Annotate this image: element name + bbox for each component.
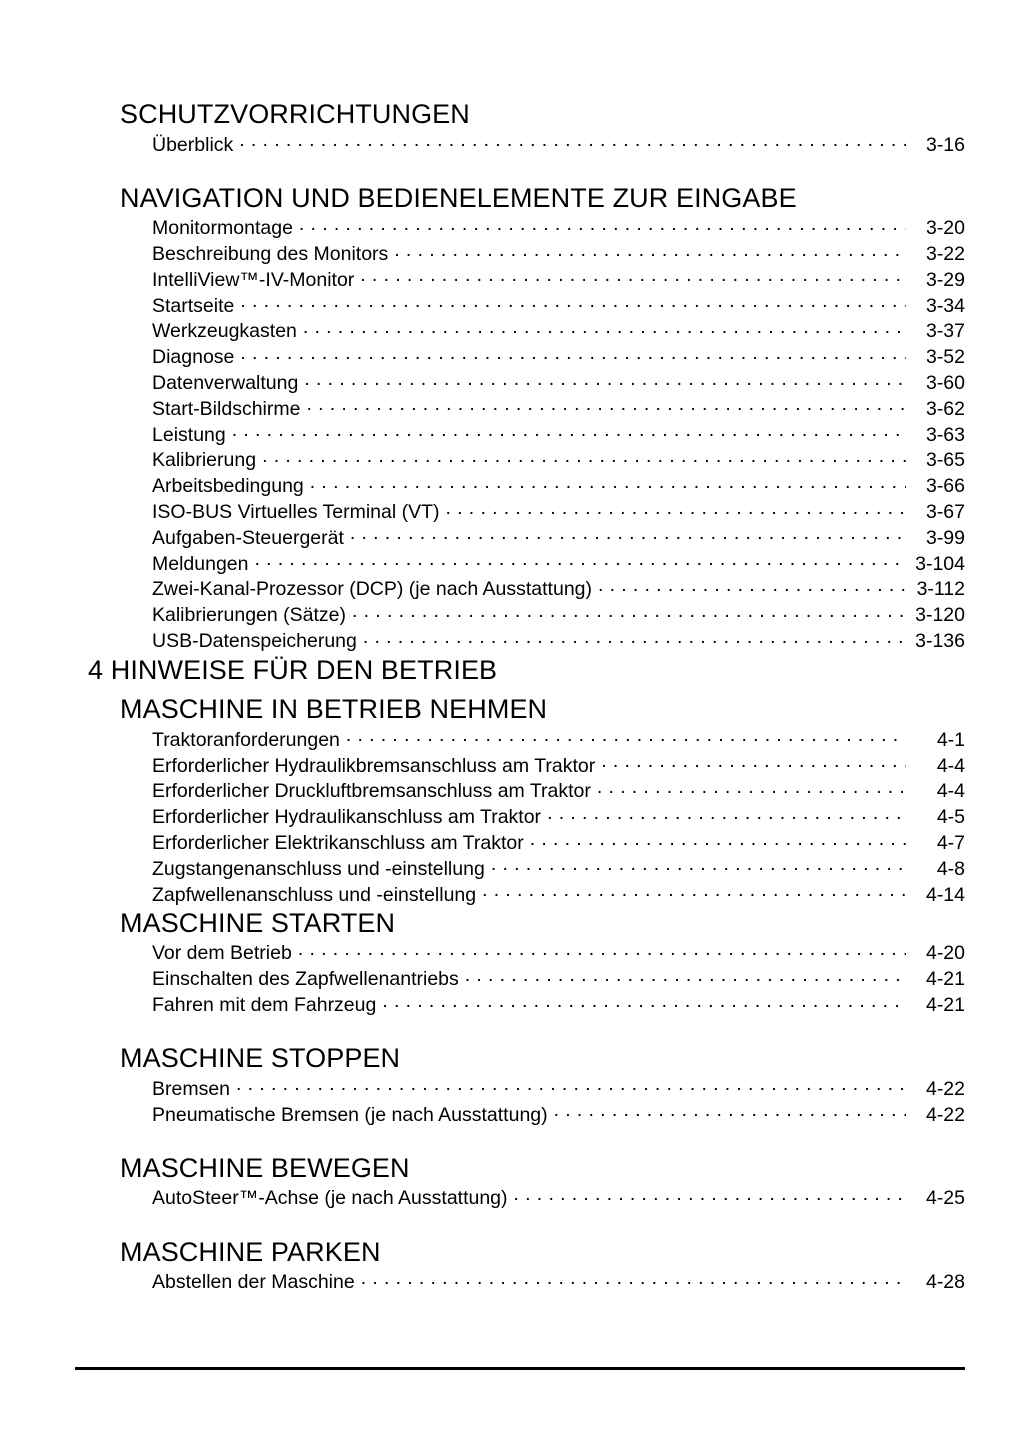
toc-entry-label: AutoSteer™-Achse (je nach Ausstattung) <box>152 1187 508 1210</box>
toc-entry-label: Fahren mit dem Fahrzeug <box>152 994 377 1017</box>
toc-entry[interactable] <box>0 1269 1024 1295</box>
toc-entry[interactable] <box>0 726 1024 752</box>
toc-entry-label: Erforderlicher Hydraulikanschluss am Traktor <box>152 806 542 829</box>
section-title[interactable]: MASCHINE IN BETRIEB NEHMEN <box>120 694 548 725</box>
dot-leader <box>514 1185 906 1205</box>
toc-entry-label: Zapfwellenanschluss und -einstellung <box>152 883 477 906</box>
toc-entry-label: IntelliView™-IV-Monitor <box>152 268 355 291</box>
toc-entry-list <box>0 1075 1024 1127</box>
dot-leader <box>465 966 906 986</box>
section-title[interactable]: MASCHINE BEWEGEN <box>120 1152 410 1183</box>
toc-entry[interactable] <box>0 602 1024 628</box>
toc-entry-page-number: 3-112 <box>916 578 965 601</box>
toc-entry[interactable] <box>0 966 1024 992</box>
toc-entry-label: Überblick <box>152 133 234 156</box>
dot-leader <box>530 830 906 850</box>
toc-entry-list <box>0 215 1024 654</box>
toc-entry-page-number: 4-22 <box>925 1077 965 1100</box>
dot-leader <box>232 421 906 441</box>
toc-entry[interactable] <box>0 344 1024 370</box>
toc-entry[interactable] <box>0 395 1024 421</box>
dot-leader <box>346 726 906 746</box>
toc-entry[interactable] <box>0 447 1024 473</box>
toc-entry-page-number: 4-4 <box>936 754 965 777</box>
toc-entry-page-number: 3-63 <box>925 423 965 446</box>
toc-entry-label: Zugstangenanschluss und -einstellung <box>152 857 485 880</box>
toc-entry[interactable] <box>0 804 1024 830</box>
section-block <box>0 182 1024 654</box>
toc-entry-label: Bremsen <box>152 1077 231 1100</box>
toc-entry-page-number: 3-136 <box>915 630 965 653</box>
toc-entry[interactable] <box>0 550 1024 576</box>
toc-entry-label: Traktoranforderungen <box>152 728 340 751</box>
toc-entry-label: Monitormontage <box>152 217 293 240</box>
dot-leader <box>236 1075 906 1095</box>
toc-entry[interactable] <box>0 576 1024 602</box>
toc-entry-page-number: 3-66 <box>925 475 965 498</box>
dot-leader <box>239 131 906 151</box>
toc-entry-page-number: 3-29 <box>925 268 965 291</box>
toc-entry[interactable] <box>0 830 1024 856</box>
toc-entry-page-number: 4-4 <box>936 780 965 803</box>
toc-entry-page-number: 4-1 <box>936 728 965 751</box>
toc-entry-label: Erforderlicher Druckluftbremsanschluss am Traktor <box>152 780 591 803</box>
toc-entry-label: Kalibrierungen (Sätze) <box>152 604 347 627</box>
toc-entry-page-number: 4-8 <box>936 857 965 880</box>
toc-entry-page-number: 3-99 <box>925 526 965 549</box>
dot-leader <box>240 292 906 312</box>
toc-entry-label: USB-Datenspeicherung <box>152 630 357 653</box>
toc-entry-page-number: 3-67 <box>925 501 965 524</box>
dot-leader <box>363 628 906 648</box>
dot-leader <box>306 395 906 415</box>
section-block <box>0 98 1024 157</box>
dot-leader <box>597 778 906 798</box>
toc-entry-label: Beschreibung des Monitors <box>152 243 389 266</box>
toc-entry-list <box>0 1269 1024 1295</box>
toc-entry-page-number: 3-120 <box>915 604 965 627</box>
section-title[interactable]: SCHUTZVORRICHTUNGEN <box>120 99 470 129</box>
toc-entry[interactable] <box>0 1075 1024 1101</box>
toc-entry-page-number: 4-21 <box>925 968 965 991</box>
toc-entry[interactable] <box>0 628 1024 654</box>
dot-leader <box>360 266 906 286</box>
toc-entry[interactable] <box>0 318 1024 344</box>
dot-leader <box>598 576 906 596</box>
toc-entry-page-number: 3-34 <box>925 294 965 317</box>
toc-entry-page-number: 3-104 <box>915 552 965 575</box>
toc-entry-label: Erforderlicher Elektrikanschluss am Traktor <box>152 832 524 855</box>
toc-entry-page-number: 4-14 <box>925 883 965 906</box>
toc-entry-label: ISO-BUS Virtuelles Terminal (VT) <box>152 501 440 524</box>
toc-entry-page-number: 3-60 <box>925 372 965 395</box>
toc-entry-label: Einschalten des Zapfwellenantriebs <box>152 968 459 991</box>
toc-entry-page-number: 3-22 <box>925 243 965 266</box>
toc-entry[interactable] <box>0 421 1024 447</box>
footer-rule <box>75 1367 965 1370</box>
toc-entry-label: Aufgaben-Steuergerät <box>152 526 344 549</box>
toc-entry[interactable] <box>0 855 1024 881</box>
toc-entry[interactable] <box>0 992 1024 1018</box>
toc-entry-list <box>0 1185 1024 1211</box>
section-block <box>0 1042 1024 1127</box>
toc-entry-page-number: 3-16 <box>925 133 965 156</box>
dot-leader <box>304 370 906 390</box>
chapter-title[interactable]: 4 HINWEISE FÜR DEN BETRIEB <box>88 655 498 686</box>
dot-leader <box>491 855 906 875</box>
toc-entry[interactable] <box>0 215 1024 241</box>
dot-leader <box>601 752 906 772</box>
section-title[interactable]: MASCHINE STARTEN <box>120 907 396 938</box>
toc-entry-page-number: 4-25 <box>925 1187 965 1210</box>
toc-entry-label: Erforderlicher Hydraulikbremsanschluss am Traktor <box>152 754 596 777</box>
toc-entry[interactable] <box>0 778 1024 804</box>
dot-leader <box>361 1269 906 1289</box>
toc-entry-label: Diagnose <box>152 346 235 369</box>
toc-entry-page-number: 4-22 <box>925 1103 965 1126</box>
dot-leader <box>554 1101 906 1121</box>
toc-entry-list <box>0 940 1024 1017</box>
dot-leader <box>382 992 906 1012</box>
toc-entry[interactable] <box>0 241 1024 267</box>
toc-entry-label: Abstellen der Maschine <box>152 1271 355 1294</box>
dot-leader <box>394 241 906 261</box>
toc-entry[interactable] <box>0 266 1024 292</box>
section-title[interactable]: NAVIGATION UND BEDIENELEMENTE ZUR EINGABE <box>120 182 797 213</box>
toc-entry[interactable] <box>0 370 1024 396</box>
toc-entry-page-number: 4-5 <box>936 806 965 829</box>
dot-leader <box>240 344 906 364</box>
dot-leader <box>255 550 907 570</box>
toc-entry-list <box>0 726 1024 907</box>
toc-entry-page-number: 3-20 <box>925 217 965 240</box>
toc-entry-page-number: 4-28 <box>925 1271 965 1294</box>
dot-leader <box>547 804 906 824</box>
toc-entry[interactable] <box>0 524 1024 550</box>
dot-leader <box>350 524 906 544</box>
toc-entry-label: Werkzeugkasten <box>152 320 297 343</box>
section-title[interactable]: MASCHINE STOPPEN <box>120 1043 401 1074</box>
toc-entry-label: Zwei-Kanal-Prozessor (DCP) (je nach Ausstattung) <box>152 578 592 601</box>
section-block <box>0 1152 1024 1211</box>
toc-entry-list <box>0 131 1024 157</box>
toc-entry-page-number: 3-65 <box>925 449 965 472</box>
toc-entry[interactable] <box>0 940 1024 966</box>
dot-leader <box>310 473 906 493</box>
toc-entry-label: Leistung <box>152 423 226 446</box>
section-title[interactable]: MASCHINE PARKEN <box>120 1236 381 1267</box>
dot-leader <box>262 447 906 467</box>
chapter-block <box>0 653 1024 907</box>
toc-entry[interactable] <box>0 1101 1024 1127</box>
toc-entry[interactable] <box>0 752 1024 778</box>
toc-entry-page-number: 3-62 <box>925 397 965 420</box>
toc-entry-page-number: 3-52 <box>925 346 965 369</box>
dot-leader <box>298 940 906 960</box>
toc-entry-label: Vor dem Betrieb <box>152 942 292 965</box>
dot-leader <box>446 499 906 519</box>
dot-leader <box>303 318 906 338</box>
toc-entry[interactable] <box>0 473 1024 499</box>
toc-entry-page-number: 4-21 <box>925 994 965 1017</box>
toc-entry[interactable] <box>0 881 1024 907</box>
dot-leader <box>352 602 906 622</box>
toc-entry[interactable] <box>0 499 1024 525</box>
toc-entry[interactable] <box>0 1185 1024 1211</box>
toc-entry-label: Datenverwaltung <box>152 372 299 395</box>
toc-entry-label: Kalibrierung <box>152 449 257 472</box>
toc-entry-label: Pneumatische Bremsen (je nach Ausstattung) <box>152 1103 548 1126</box>
toc-entry-label: Meldungen <box>152 552 249 575</box>
toc-entry-page-number: 3-37 <box>925 320 965 343</box>
section-block <box>0 1236 1024 1295</box>
toc-entry[interactable] <box>0 131 1024 157</box>
toc-entry-page-number: 4-20 <box>925 942 965 965</box>
toc-entry-page-number: 4-7 <box>936 832 965 855</box>
dot-leader <box>299 215 906 235</box>
toc-entry-label: Start-Bildschirme <box>152 397 301 420</box>
toc-entry-label: Startseite <box>152 294 235 317</box>
section-block <box>0 907 1024 1017</box>
toc-entry-label: Arbeitsbedingung <box>152 475 304 498</box>
dot-leader <box>482 881 906 901</box>
toc-entry[interactable] <box>0 292 1024 318</box>
